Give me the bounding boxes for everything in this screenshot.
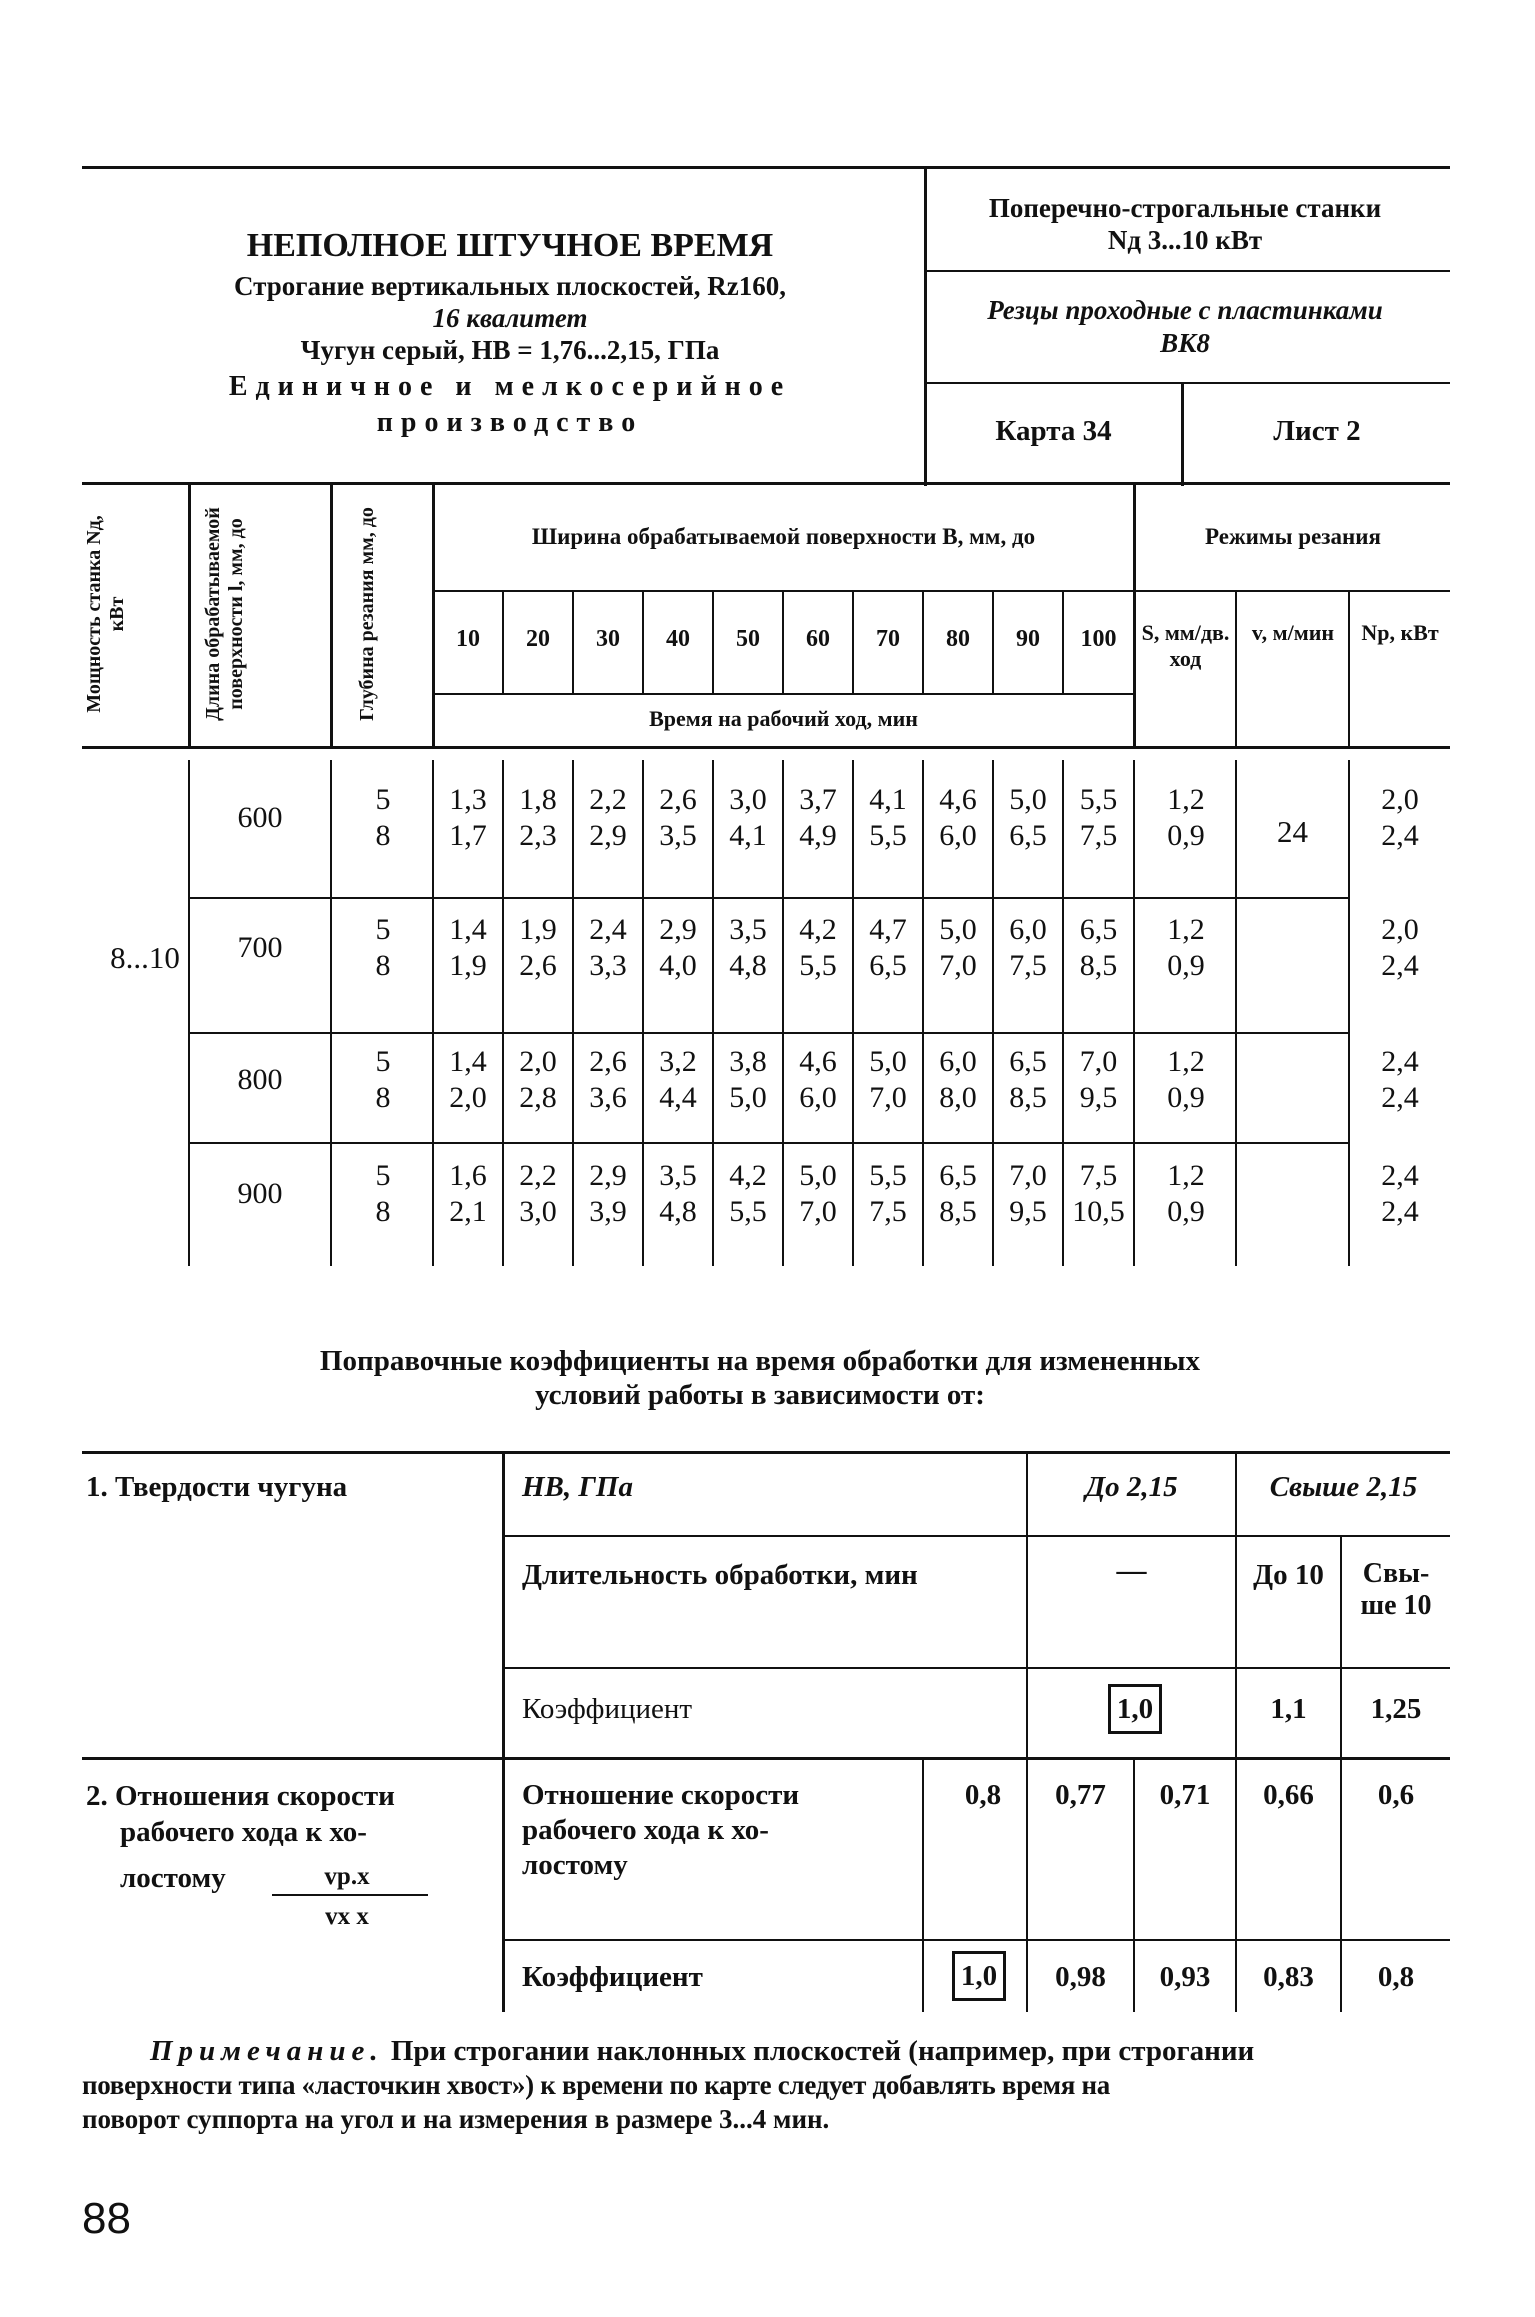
time-cell: 8,0: [939, 1081, 977, 1114]
time-cell: 2,2: [589, 783, 627, 816]
time-cell: 6,5: [1009, 1045, 1047, 1078]
time-cell: 5,5: [869, 1159, 907, 1192]
time-cell: 7,5: [1009, 949, 1047, 982]
time-cell: 7,0: [1009, 1159, 1047, 1192]
depth-value: 5: [375, 1159, 391, 1192]
hb-label: HB, ГПа: [522, 1471, 633, 1503]
note-text-1: При строгании наклонных плоскостей (например, при строгании: [390, 2035, 1255, 2067]
coef2-3: 0,83: [1263, 1961, 1314, 1993]
modes-header: Режимы резания: [1205, 524, 1381, 549]
length-value: 900: [237, 1177, 283, 1210]
note-label: Примечание.: [150, 2035, 384, 2067]
np-value: 2,4: [1381, 1045, 1419, 1078]
time-cell: 3,3: [589, 949, 627, 982]
np-label: Nр, кВт: [1361, 620, 1439, 645]
time-cell: 5,0: [799, 1159, 837, 1192]
coef1-low: 1,1: [1270, 1693, 1307, 1725]
time-cell: 1,6: [449, 1159, 487, 1192]
time-cell: 3,5: [659, 819, 697, 852]
duration-gt10-1: Свы-: [1362, 1558, 1430, 1589]
header-depth: Глубина резания мм, до: [356, 507, 378, 721]
hb-high: Свыше 2,15: [1269, 1471, 1418, 1503]
ratio-label-1: Отношение скорости: [522, 1779, 800, 1811]
time-cell: 3,2: [659, 1045, 697, 1078]
correction-heading-1: Поправочные коэффициенты на время обработки для измененных: [319, 1345, 1201, 1377]
time-cell: 2,6: [589, 1045, 627, 1078]
time-cell: 4,0: [659, 949, 697, 982]
time-cell: 3,8: [729, 1045, 767, 1078]
time-cell: 4,9: [799, 819, 837, 852]
time-cell: 1,8: [519, 783, 557, 816]
item1-title: 1. Твердости чугуна: [86, 1471, 348, 1503]
s-value: 1,2: [1167, 1045, 1205, 1078]
note-line-2: поверхности типа «ласточкин хвост») к времени по карте следует добавлять время на: [82, 2070, 1110, 2100]
ratio-label-2: рабочего хода к хо-: [522, 1814, 769, 1846]
doc-subtitle-1: Строгание вертикальных плоскостей, Rz160,: [233, 271, 786, 301]
coef2-boxed: [952, 1951, 1006, 2001]
s-value: 0,9: [1167, 949, 1205, 982]
time-cell: 4,7: [869, 913, 907, 946]
time-cell: 2,3: [519, 819, 557, 852]
time-cell: 3,6: [589, 1081, 627, 1114]
s-label: S, мм/дв. ход: [1141, 620, 1230, 671]
time-cell: 6,5: [869, 949, 907, 982]
time-cell: 9,5: [1079, 1081, 1118, 1114]
coefficient-label-1: Коэффициент: [522, 1693, 693, 1725]
time-cell: 4,8: [659, 1195, 697, 1228]
width-40: 40: [666, 626, 690, 652]
time-cell: 5,0: [729, 1081, 767, 1114]
correction-heading-2: условий работы в зависимости от:: [535, 1379, 985, 1411]
time-cell: 5,0: [1009, 783, 1047, 816]
ratio-4: 0,6: [1377, 1779, 1415, 1811]
time-cell: 4,2: [729, 1159, 767, 1192]
width-80: 80: [946, 626, 970, 652]
time-cell: 2,6: [659, 783, 697, 816]
time-cell: 4,4: [659, 1081, 697, 1114]
time-cell: 1,4: [449, 913, 487, 946]
time-cell: 7,0: [869, 1081, 907, 1114]
time-cell: 7,5: [1079, 819, 1118, 852]
time-cell: 2,2: [519, 1159, 557, 1192]
time-cell: 8,5: [1079, 949, 1118, 982]
np-value: 2,0: [1381, 783, 1419, 816]
duration-gt10-2: ше 10: [1360, 1590, 1432, 1621]
time-cell: 2,4: [589, 913, 627, 946]
time-cell: 7,5: [869, 1195, 907, 1228]
page-number: 88: [82, 2194, 131, 2243]
time-label: Время на рабочий ход, мин: [649, 706, 918, 731]
width-90: 90: [1016, 626, 1040, 652]
coef2-4: 0,8: [1377, 1961, 1415, 1993]
coef1-boxed-value: 1,0: [1116, 1693, 1154, 1725]
time-cell: 1,7: [449, 819, 487, 852]
time-cell: 2,8: [519, 1081, 557, 1114]
coef2-1: 0,98: [1055, 1961, 1106, 1993]
note-line-3: поворот суппорта на угол и на измерения в размере 3...4 мин.: [82, 2104, 830, 2134]
time-cell: 2,0: [449, 1081, 487, 1114]
np-value: 2,4: [1381, 819, 1419, 852]
np-value: 2,4: [1381, 949, 1419, 982]
width-60: 60: [806, 626, 830, 652]
np-value: 2,4: [1381, 1081, 1419, 1114]
ratio-label-3: лостому: [522, 1849, 628, 1881]
time-cell: 2,9: [589, 819, 627, 852]
depth-value: 5: [375, 913, 391, 946]
s-value: 1,2: [1167, 1159, 1205, 1192]
np-value: 2,4: [1381, 1195, 1419, 1228]
ratio-1: 0,77: [1055, 1779, 1106, 1811]
time-cell: 4,2: [799, 913, 837, 946]
coef1-boxed: [1108, 1684, 1162, 1734]
power-value: 8...10: [110, 940, 180, 975]
time-cell: 1,3: [449, 783, 487, 816]
time-cell: 6,0: [1009, 913, 1047, 946]
tool-type: Резцы проходные с пластинками ВК8: [987, 295, 1383, 358]
width-50: 50: [736, 626, 760, 652]
time-cell: 10,5: [1072, 1195, 1125, 1228]
depth-value: 8: [375, 819, 391, 852]
s-value: 0,9: [1167, 819, 1205, 852]
doc-title: НЕПОЛНОЕ ШТУЧНОЕ ВРЕМЯ: [246, 227, 774, 264]
doc-subtitle-3: Чугун серый, HB = 1,76...2,15, ГПа: [300, 335, 720, 365]
sheet-number: Лист 2: [1273, 415, 1361, 447]
width-20: 20: [526, 626, 550, 652]
coef2-boxed-value: 1,0: [960, 1960, 998, 1992]
card-number: Карта 34: [995, 415, 1112, 447]
time-cell: 5,5: [1079, 783, 1118, 816]
width-header: Ширина обрабатываемой поверхности В, мм, до: [531, 524, 1036, 549]
time-cell: 7,5: [1079, 1159, 1118, 1192]
v-value: 24: [1277, 814, 1308, 849]
time-cell: 5,0: [869, 1045, 907, 1078]
length-value: 800: [237, 1063, 283, 1096]
coefficient-label-2: Коэффициент: [522, 1961, 703, 1993]
time-cell: 5,5: [799, 949, 837, 982]
coef1-high: 1,25: [1370, 1693, 1422, 1725]
time-cell: 2,9: [589, 1159, 627, 1192]
depth-value: 8: [375, 949, 391, 982]
item2-title-1: 2. Отношения скорости: [86, 1780, 395, 1812]
time-cell: 8,5: [939, 1195, 977, 1228]
s-value: 0,9: [1167, 1195, 1205, 1228]
length-value: 600: [237, 801, 283, 834]
time-cell: 7,0: [939, 949, 977, 982]
time-cell: 6,5: [939, 1159, 977, 1192]
time-cell: 4,6: [939, 783, 977, 816]
width-70: 70: [876, 626, 900, 652]
width-30: 30: [596, 626, 620, 652]
time-cell: 2,0: [519, 1045, 557, 1078]
time-cell: 2,6: [519, 949, 557, 982]
fraction-bar: [272, 1894, 428, 1896]
time-cell: 1,9: [519, 913, 557, 946]
coef2-2: 0,93: [1159, 1961, 1211, 1993]
duration-label: Длительность обработки, мин: [522, 1559, 918, 1591]
length-value: 700: [237, 931, 283, 964]
time-cell: 9,5: [1009, 1195, 1047, 1228]
time-cell: 2,9: [659, 913, 697, 946]
depth-value: 8: [375, 1081, 391, 1114]
item2-title-2: рабочего хода к хо-: [120, 1816, 367, 1848]
time-cell: 4,8: [729, 949, 767, 982]
depth-value: 5: [375, 783, 391, 816]
duration-lt10: До 10: [1253, 1559, 1324, 1591]
fraction-denominator: vх х: [325, 1903, 369, 1930]
production-type-2: производство: [376, 407, 644, 438]
duration-dash: —: [1116, 1554, 1147, 1587]
width-10: 10: [456, 626, 480, 652]
time-cell: 6,5: [1009, 819, 1047, 852]
header-length: Длина обрабатываемой поверхности l, мм, до: [202, 507, 247, 721]
ratio-3: 0,66: [1263, 1779, 1314, 1811]
time-cell: 6,0: [799, 1081, 837, 1114]
note-line-1: [150, 2034, 1450, 2068]
time-cell: 3,9: [589, 1195, 627, 1228]
machine-type: Поперечно-строгальные станки Nд 3...10 кВт: [988, 193, 1382, 255]
depth-value: 8: [375, 1195, 391, 1228]
time-cell: 6,5: [1079, 913, 1118, 946]
time-cell: 4,6: [799, 1045, 837, 1078]
time-cell: 6,0: [939, 819, 977, 852]
v-label: v, м/мин: [1251, 620, 1335, 645]
time-cell: 1,4: [449, 1045, 487, 1078]
time-cell: 6,0: [939, 1045, 977, 1078]
time-cell: 7,0: [799, 1195, 837, 1228]
depth-value: 5: [375, 1045, 391, 1078]
time-cell: 4,1: [869, 783, 907, 816]
np-value: 2,0: [1381, 913, 1419, 946]
time-cell: 3,7: [799, 783, 837, 816]
ratio-0: 0,8: [964, 1779, 1002, 1811]
time-cell: 1,9: [449, 949, 487, 982]
header-power: Мощность станка Nд, кВт: [83, 515, 128, 713]
item2-title-3: лостому: [120, 1862, 226, 1894]
np-value: 2,4: [1381, 1159, 1419, 1192]
ratio-2: 0,71: [1159, 1779, 1211, 1811]
time-cell: 7,0: [1079, 1045, 1118, 1078]
time-cell: 2,1: [449, 1195, 487, 1228]
time-cell: 4,1: [729, 819, 767, 852]
fraction-numerator: vр.х: [324, 1863, 370, 1890]
s-value: 1,2: [1167, 783, 1205, 816]
doc-subtitle-2: 16 квалитет: [432, 303, 588, 333]
width-100: 100: [1080, 626, 1117, 652]
s-value: 0,9: [1167, 1081, 1205, 1114]
time-cell: 3,0: [729, 783, 767, 816]
time-cell: 3,5: [659, 1159, 697, 1192]
time-cell: 8,5: [1009, 1081, 1047, 1114]
s-value: 1,2: [1167, 913, 1205, 946]
hb-low: До 2,15: [1085, 1471, 1178, 1503]
time-cell: 5,0: [939, 913, 977, 946]
time-cell: 5,5: [869, 819, 907, 852]
time-cell: 3,0: [519, 1195, 557, 1228]
production-type-1: Единичное и мелкосерийное: [228, 371, 792, 402]
time-cell: 3,5: [729, 913, 767, 946]
time-cell: 5,5: [729, 1195, 767, 1228]
